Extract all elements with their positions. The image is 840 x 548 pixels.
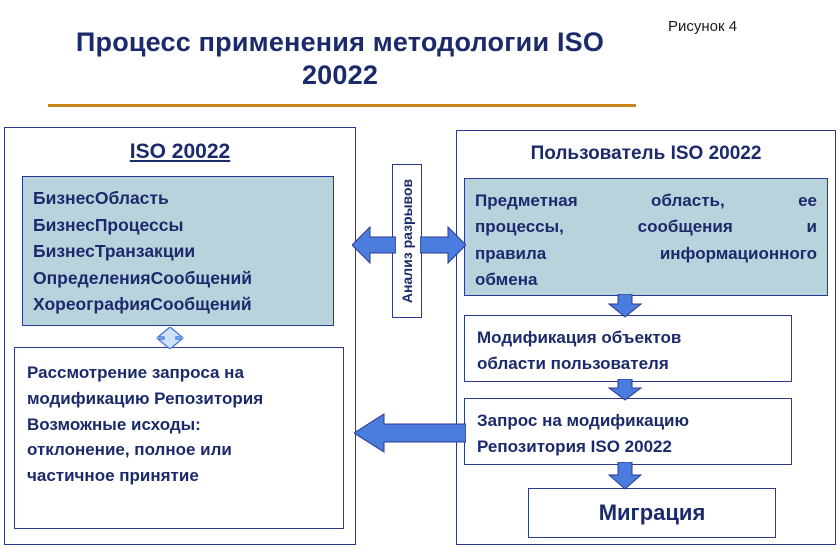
repository-request-box: [464, 398, 792, 465]
domain-line: процессы, сообщения и: [475, 217, 817, 237]
review-line: отклонение, полное или: [27, 440, 232, 460]
review-request-box: [14, 347, 344, 529]
modify-line: Модификация объектов: [477, 328, 682, 347]
arrow-gap-to-user: [420, 222, 466, 268]
migration-label: Миграция: [598, 500, 706, 525]
modify-line: области пользователя: [477, 353, 669, 373]
domain-line: Предметная область, ее: [475, 191, 817, 210]
iso-item: БизнесПроцессы: [33, 214, 184, 235]
title-divider: [48, 104, 636, 107]
gap-analysis-label: Анализ разрывов: [399, 178, 415, 304]
review-line: модификацию Репозитория: [27, 388, 264, 408]
right-panel-heading: Пользователь ISO 20022: [530, 143, 762, 164]
domain-line: правила информационного: [475, 243, 817, 263]
modify-objects-box: [464, 315, 792, 382]
review-line: Рассмотрение запроса на: [27, 363, 244, 382]
iso-item: БизнесОбласть: [33, 188, 169, 208]
arrow-modify-to-request: [608, 379, 642, 401]
review-line: частичное принятие: [27, 466, 199, 486]
request-line: Запрос на модификацию: [477, 411, 690, 430]
domain-line: обмена: [475, 270, 538, 290]
iso-item: БизнесТранзакции: [33, 241, 196, 262]
iso-item: ОпределенияСообщений: [33, 267, 253, 288]
arrow-request-to-migration: [608, 462, 642, 490]
page-title: Процесс применения методологии ISO 20022: [75, 27, 605, 90]
iso-components-box: [22, 176, 334, 326]
arrow-iso-to-gap: [352, 222, 396, 268]
iso-item: ХореографияСообщений: [33, 294, 252, 315]
migration-box: [528, 488, 776, 538]
request-line: Репозитория ISO 20022: [477, 436, 672, 456]
review-line: Возможные исходы:: [27, 414, 201, 434]
left-panel-heading: ISO 20022: [129, 140, 231, 163]
arrow-domain-to-modify: [608, 294, 642, 318]
figure-label: Рисунок 4: [668, 18, 738, 35]
user-domain-box: [464, 178, 828, 296]
arrow-request-to-review: [354, 412, 466, 454]
gap-analysis-strip: [392, 164, 422, 318]
arrow-iso-review-vertical: [156, 327, 184, 349]
